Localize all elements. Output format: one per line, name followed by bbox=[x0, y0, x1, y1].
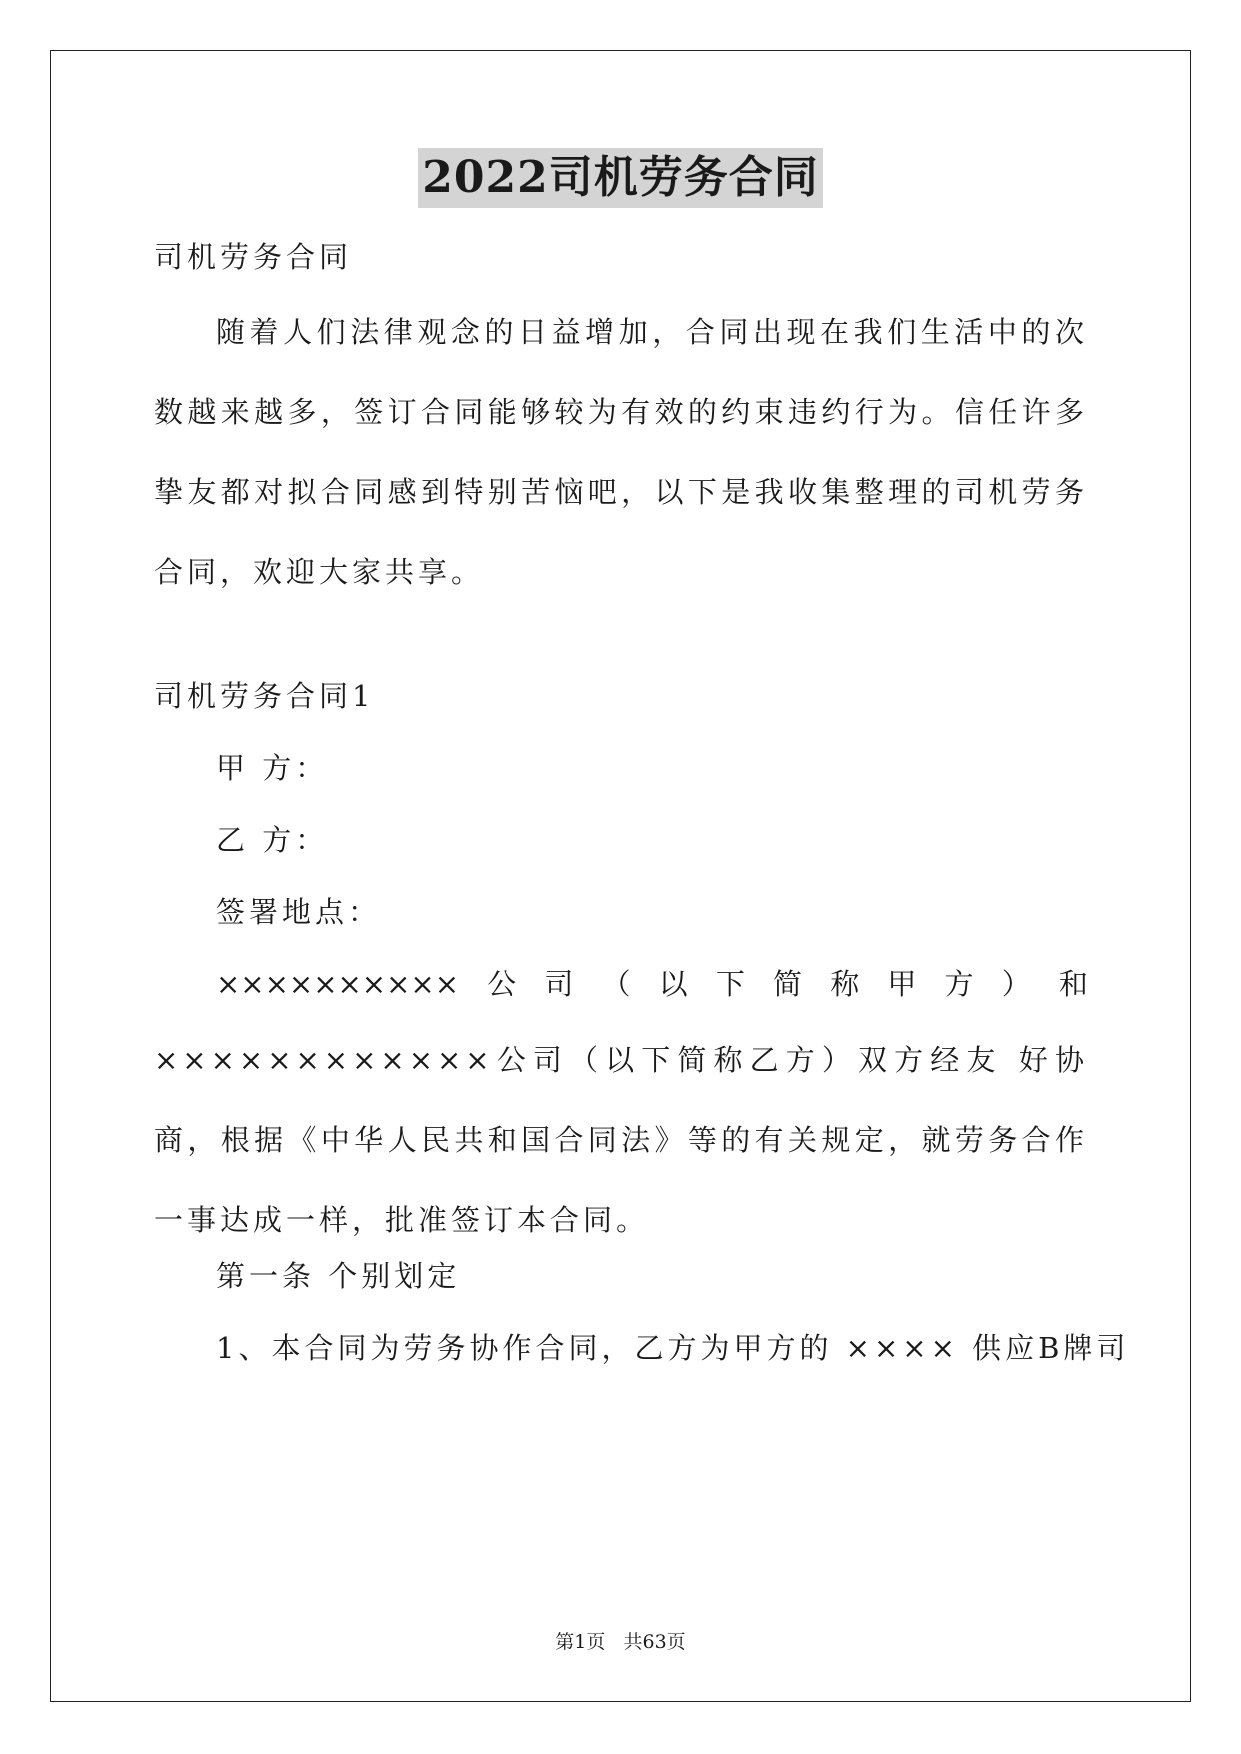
preamble-word: 以 bbox=[658, 967, 688, 1001]
preamble-word: 司 bbox=[544, 967, 574, 1001]
clause-1: 1、本合同为劳务协作合同，乙方为甲方的 ×××× 供应B牌司 bbox=[216, 1331, 1130, 1365]
preamble-word: ×××××××××× bbox=[216, 967, 459, 1001]
preamble-word: ） bbox=[1001, 967, 1031, 1001]
contract-heading: 司机劳务合同1 bbox=[154, 679, 375, 713]
preamble-word: 方 bbox=[944, 967, 974, 1001]
preamble-first-line bbox=[216, 964, 1088, 1004]
preamble-word: 甲 bbox=[887, 967, 917, 1001]
party-b-label: 乙 方： bbox=[216, 823, 329, 857]
party-a-label: 甲 方： bbox=[216, 751, 329, 785]
preamble-word: 称 bbox=[830, 967, 860, 1001]
intro-paragraph: 随着人们法律观念的日益增加，合同出现在我们生活中的次数越来越多，签订合同能够较为有效的约束违约行为。信任许多挚友都对拟合同感到特别苦恼吧，以下是我收集整理的司机劳务合同，欢迎大家共享。 bbox=[154, 315, 1088, 589]
section-heading: 司机劳务合同 bbox=[154, 240, 353, 274]
preamble-word: 公 bbox=[487, 967, 517, 1001]
preamble-word: 简 bbox=[773, 967, 803, 1001]
title-block bbox=[0, 148, 1241, 208]
document-title: 2022司机劳务合同 bbox=[418, 148, 822, 208]
preamble-word: 和 bbox=[1058, 967, 1088, 1001]
sign-place-label: 签署地点： bbox=[216, 895, 382, 929]
preamble-word: （ bbox=[601, 967, 631, 1001]
preamble-word: 下 bbox=[715, 967, 745, 1001]
article-1-heading: 第一条 个别划定 bbox=[216, 1259, 461, 1293]
preamble-paragraph: ××××××××××××公司（以下简称乙方）双方经友 好协商，根据《中华人民共和国合同法》等的有关规定，就劳务合作一事达成一样，批准签订本合同。 bbox=[154, 1043, 1088, 1237]
page-footer: 第1页 共63页 bbox=[555, 1631, 686, 1653]
